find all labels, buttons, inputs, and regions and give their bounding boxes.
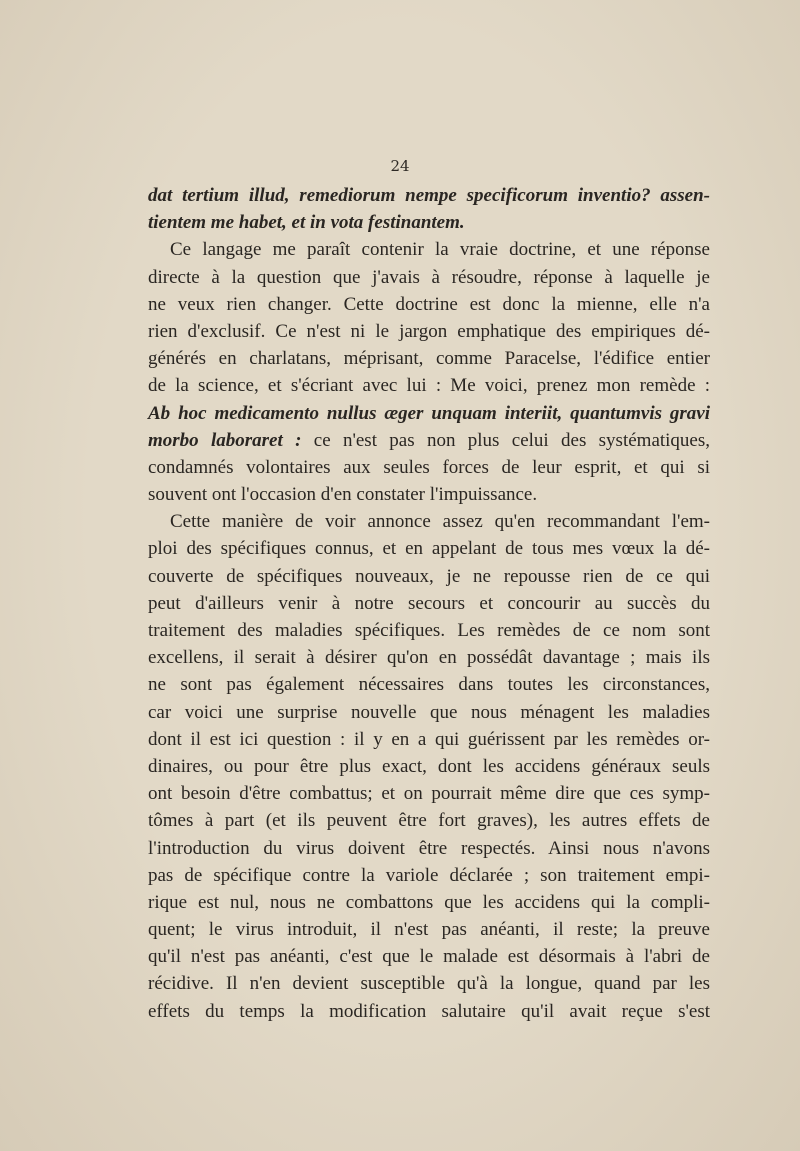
text-line: traitement des maladies spécifiques. Les remèdes de ce nom sont [148, 620, 710, 641]
text-line: ne sont pas également nécessaires dans toutes les circonstances, [148, 674, 710, 696]
text-line: car voici une surprise nouvelle que nous ménagent les maladies [148, 701, 710, 723]
italic-phrase: morbo laboraret : [148, 429, 302, 451]
text-line: Cette manière de voir annonce assez qu'en recommandant l'em- [170, 511, 710, 533]
text-line: souvent ont l'occasion d'en constater l'impuissance. [148, 484, 538, 506]
text-line: ploi des spécifiques connus, et en appelant de tous mes vœux la dé- [148, 538, 710, 560]
text-line: peut d'ailleurs venir à notre secours et concourir au succès du [148, 592, 710, 614]
text-line: rien d'exclusif. Ce n'est ni le jargon emphatique des empiriques dé- [148, 320, 710, 342]
text-line: rique est nul, nous ne combattons que les accidens qui la compli- [148, 891, 710, 913]
body-text [148, 182, 710, 1025]
text-line: générés en charlatans, méprisant, comme Paracelse, l'édifice entier [148, 348, 710, 370]
text-line: tientem me habet, et in vota festinantem. [148, 212, 465, 234]
text-line: ne veux rien changer. Cette doctrine est donc la mienne, elle n'a [148, 293, 710, 315]
text-line: tômes à part (et ils peuvent être fort graves), les autres effets de [148, 810, 710, 832]
text-line: effets du temps la modification salutaire qu'il avait reçue s'est [148, 1000, 710, 1022]
text-line: dont il est ici question : il y en a qui guérissent par les remèdes or- [148, 728, 710, 750]
text-line: couverte de spécifiques nouveaux, je ne repousse rien de ce qui [148, 565, 710, 587]
line-text: ce n'est pas non plus celui des systématiques, [301, 429, 711, 451]
page-number: 24 [390, 157, 410, 175]
text-line: dinaires, ou pour être plus exact, dont les accidens généraux seuls [148, 755, 710, 777]
text-line: directe à la question que j'avais à résoudre, réponse à laquelle je [148, 266, 710, 288]
text-line: de la science, et s'écriant avec lui : Me voici, prenez mon remède : [148, 375, 710, 397]
text-line: excellens, il serait à désirer qu'on en possédât davantage ; mais ils [148, 647, 710, 669]
text-line: récidive. Il n'en devient susceptible qu'à la longue, quand par les [148, 973, 710, 995]
text-line: pas de spécifique contre la variole déclarée ; son traitement empi- [148, 864, 710, 886]
text-line: dat tertium illud, remediorum nempe specificorum inventio? assen- [148, 185, 710, 206]
text-line: condamnés volontaires aux seules forces de leur esprit, et qui si [148, 456, 710, 478]
text-line: quent; le virus introduit, il n'est pas anéanti, il reste; la preuve [148, 919, 710, 941]
text-line: Ce langage me paraît contenir la vraie doctrine, et une réponse [170, 239, 710, 261]
text-line: Ab hoc medicamento nullus æger unquam interiit, quantumvis gravi [148, 402, 710, 424]
text-line [148, 427, 710, 454]
text-line: qu'il n'est pas anéanti, c'est que le malade est désormais à l'abri de [148, 946, 710, 968]
text-line: l'introduction du virus doivent être respectés. Ainsi nous n'avons [148, 837, 710, 859]
text-line: ont besoin d'être combattus; et on pourrait même dire que ces symp- [148, 783, 710, 805]
